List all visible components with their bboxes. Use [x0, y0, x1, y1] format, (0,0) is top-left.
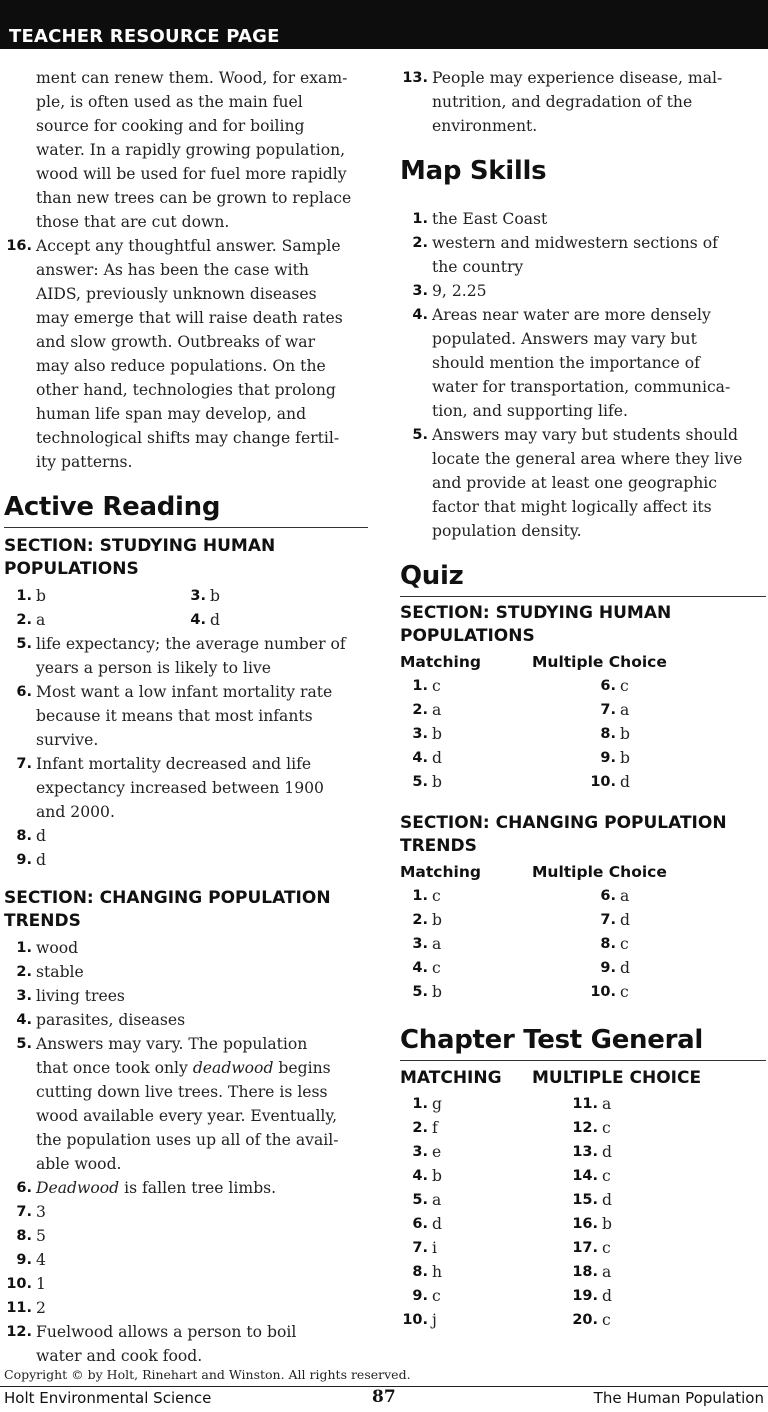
item-number: 6. [600, 678, 616, 694]
answer-text: a [36, 611, 46, 629]
item-number: 2. [412, 235, 428, 251]
answer-text: a [602, 1095, 612, 1113]
item-number: 8. [600, 726, 616, 742]
answer-text: those that are cut down. [36, 213, 230, 231]
item-number: 4. [16, 1012, 32, 1028]
item-number: 8. [412, 1264, 428, 1280]
answer-text: c [602, 1167, 611, 1185]
item-number: 4. [412, 960, 428, 976]
heading-rule [400, 596, 766, 597]
answer-text: a [620, 701, 630, 719]
heading-rule [4, 527, 368, 528]
answer-text: d [432, 1215, 442, 1233]
answer-text: c [432, 887, 441, 905]
item-number: 2. [16, 964, 32, 980]
answer-text: may emerge that will raise death rates [36, 309, 343, 327]
answer-text: f [432, 1119, 438, 1137]
item-number: 5. [412, 774, 428, 790]
item-text: 9, 2.25 [432, 282, 487, 300]
item-number: 8. [16, 1228, 32, 1244]
item-text: tion, and supporting life. [432, 402, 628, 420]
item-text: Answers may vary. The population [36, 1035, 308, 1053]
item-number: 18. [572, 1264, 598, 1280]
item-number: 3. [412, 936, 428, 952]
item-number: 1. [412, 678, 428, 694]
answer-text: d [210, 611, 220, 629]
item-number: 1. [16, 588, 32, 604]
answer-text: b [620, 749, 630, 767]
item-number: 12. [572, 1120, 598, 1136]
answer-text: nutrition, and degradation of the [432, 93, 693, 111]
answer-text: c [620, 983, 629, 1001]
item-number: 7. [412, 1240, 428, 1256]
item-number: 1. [16, 940, 32, 956]
answer-text: technological shifts may change fertil- [36, 429, 340, 447]
item-number: 2. [412, 702, 428, 718]
answer-text: ity patterns. [36, 453, 133, 471]
footer-chapter-title: The Human Population [593, 1389, 764, 1407]
item-number: 1. [412, 1096, 428, 1112]
item-text: d [36, 851, 46, 869]
item-number: 5. [412, 427, 428, 443]
answer-text: b [210, 587, 220, 605]
answer-text: answer: As has been the case with [36, 261, 309, 279]
answer-text: ple, is often used as the main fuel [36, 93, 303, 111]
item-number: 5. [16, 636, 32, 652]
answer-text: c [620, 677, 629, 695]
item-number: 7. [16, 756, 32, 772]
subsection-title: TRENDS [400, 836, 477, 856]
item-number: 20. [572, 1312, 598, 1328]
item-number: 10. [590, 984, 616, 1000]
item-number: 4. [412, 750, 428, 766]
subsection-title: SECTION: CHANGING POPULATION [400, 813, 727, 833]
answer-text: b [432, 983, 442, 1001]
answer-text: h [432, 1263, 443, 1281]
answer-text: c [432, 677, 441, 695]
item-number: 2. [16, 612, 32, 628]
column-label-multiple-choice: Multiple Choice [532, 653, 667, 671]
item-number: 16. [572, 1216, 598, 1232]
answer-text: a [432, 935, 442, 953]
item-text: survive. [36, 731, 99, 749]
answer-text: than new trees can be grown to replace [36, 189, 352, 207]
answer-text: b [602, 1215, 612, 1233]
answer-text: c [602, 1311, 611, 1329]
section-heading-quiz: Quiz [400, 561, 464, 591]
item-text: stable [36, 963, 84, 981]
column-label-matching: Matching [400, 653, 481, 671]
item-number: 9. [16, 852, 32, 868]
item-text: water for transportation, communica- [432, 378, 731, 396]
item-number: 13. [572, 1144, 598, 1160]
subsection-title: POPULATIONS [4, 559, 139, 579]
item-number: 2. [412, 912, 428, 928]
item-number: 7. [600, 912, 616, 928]
answer-text: b [432, 725, 442, 743]
item-text: parasites, diseases [36, 1011, 186, 1029]
item-text: 2 [36, 1299, 46, 1317]
item-number: 6. [412, 1216, 428, 1232]
answer-text: i [432, 1239, 437, 1257]
answer-text: b [432, 1167, 442, 1185]
answer-text: a [602, 1263, 612, 1281]
answer-text: j [432, 1311, 437, 1329]
item-text: expectancy increased between 1900 [36, 779, 324, 797]
item-number: 9. [412, 1288, 428, 1304]
item-number: 4. [190, 612, 206, 628]
item-number: 7. [16, 1204, 32, 1220]
item-text: water and cook food. [36, 1347, 203, 1365]
page-header-title: TEACHER RESOURCE PAGE [9, 26, 280, 47]
answer-text: d [602, 1143, 612, 1161]
answer-text: b [432, 911, 442, 929]
item-text: populated. Answers may vary but [432, 330, 697, 348]
answer-text: c [620, 935, 629, 953]
item-number: 2. [412, 1120, 428, 1136]
answer-text: e [432, 1143, 442, 1161]
item-number: 10. [590, 774, 616, 790]
header-bar [0, 0, 768, 49]
section-heading-chapter-test: Chapter Test General [400, 1025, 703, 1055]
answer-text: environment. [432, 117, 538, 135]
item-number: 14. [572, 1168, 598, 1184]
item-text: western and midwestern sections of [432, 234, 718, 252]
page-number: 87 [372, 1387, 396, 1407]
item-text: that once took only deadwood begins [36, 1059, 331, 1077]
item-text: 4 [36, 1251, 46, 1269]
answer-text: AIDS, previously unknown diseases [36, 285, 317, 303]
item-text: and 2000. [36, 803, 115, 821]
answer-text: g [432, 1095, 442, 1113]
item-text: the population uses up all of the avail- [36, 1131, 339, 1149]
answer-text: b [432, 773, 442, 791]
item-number: 10. [402, 1312, 428, 1328]
section-heading-map-skills: Map Skills [400, 156, 547, 186]
item-text: population density. [432, 522, 582, 540]
item-text: d [36, 827, 46, 845]
item-number: 12. [6, 1324, 32, 1340]
answer-text: may also reduce populations. On the [36, 357, 326, 375]
item-text: 3 [36, 1203, 46, 1221]
answer-text: d [620, 911, 630, 929]
item-number: 6. [16, 1180, 32, 1196]
answer-text: d [602, 1191, 612, 1209]
item-text: Fuelwood allows a person to boil [36, 1323, 297, 1341]
subsection-title: SECTION: STUDYING HUMAN [400, 603, 672, 623]
item-text: and provide at least one geographic [432, 474, 718, 492]
column-label-matching: Matching [400, 863, 481, 881]
answer-text: d [620, 959, 630, 977]
item-number: 8. [600, 936, 616, 952]
item-number: 6. [600, 888, 616, 904]
item-text: Answers may vary but students should [432, 426, 738, 444]
item-text: living trees [36, 987, 125, 1005]
item-number: 3. [190, 588, 206, 604]
item-text: the East Coast [432, 210, 548, 228]
column-label-multiple-choice: Multiple Choice [532, 863, 667, 881]
item-number: 15. [572, 1192, 598, 1208]
footer-book-title: Holt Environmental Science [4, 1389, 212, 1407]
item-number: 16. [6, 238, 32, 254]
item-text: 5 [36, 1227, 46, 1245]
item-number: 11. [6, 1300, 32, 1316]
answer-text: other hand, technologies that prolong [36, 381, 336, 399]
item-number: 3. [412, 283, 428, 299]
item-text: Infant mortality decreased and life [36, 755, 312, 773]
answer-text: c [602, 1239, 611, 1257]
item-number: 8. [16, 828, 32, 844]
answer-text: d [602, 1287, 612, 1305]
answer-text: a [432, 701, 442, 719]
item-text: 1 [36, 1275, 46, 1293]
item-text: years a person is likely to live [36, 659, 272, 677]
item-text: Areas near water are more densely [432, 306, 711, 324]
item-number: 1. [412, 211, 428, 227]
item-number: 3. [412, 726, 428, 742]
answer-text: d [620, 773, 630, 791]
item-text: factor that might logically affect its [432, 498, 712, 516]
item-text: cutting down live trees. There is less [36, 1083, 328, 1101]
answer-text: and slow growth. Outbreaks of war [36, 333, 316, 351]
item-number: 1. [412, 888, 428, 904]
item-text: because it means that most infants [36, 707, 313, 725]
heading-rule [400, 1060, 766, 1061]
column-label-matching: MATCHING [400, 1068, 502, 1088]
section-heading-active-reading: Active Reading [4, 492, 221, 522]
answer-text: human life span may develop, and [36, 405, 307, 423]
answer-text: d [432, 749, 442, 767]
item-number: 9. [16, 1252, 32, 1268]
copyright-notice: Copyright © by Holt, Rinehart and Winston. All rights reserved. [4, 1367, 411, 1382]
item-number: 19. [572, 1288, 598, 1304]
answer-text: Accept any thoughtful answer. Sample [36, 237, 341, 255]
item-number: 3. [16, 988, 32, 1004]
answer-text: source for cooking and for boiling [36, 117, 305, 135]
item-number: 10. [6, 1276, 32, 1292]
answer-text: c [432, 959, 441, 977]
subsection-title: TRENDS [4, 911, 81, 931]
answer-text: a [432, 1191, 442, 1209]
item-number: 9. [600, 960, 616, 976]
item-number: 5. [412, 1192, 428, 1208]
answer-text: ment can renew them. Wood, for exam- [36, 69, 348, 87]
item-number: 4. [412, 1168, 428, 1184]
item-text: wood available every year. Eventually, [36, 1107, 338, 1125]
item-number: 11. [572, 1096, 598, 1112]
item-number: 13. [402, 70, 428, 86]
answer-text: b [36, 587, 46, 605]
answer-text: a [620, 887, 630, 905]
item-text: Most want a low infant mortality rate [36, 683, 333, 701]
answer-text: wood will be used for fuel more rapidly [36, 165, 347, 183]
item-number: 6. [16, 684, 32, 700]
item-number: 9. [600, 750, 616, 766]
item-text: should mention the importance of [432, 354, 700, 372]
item-text: the country [432, 258, 524, 276]
answer-text: c [602, 1119, 611, 1137]
answer-text: c [432, 1287, 441, 1305]
subsection-title: SECTION: CHANGING POPULATION [4, 888, 331, 908]
answer-text: b [620, 725, 630, 743]
item-number: 5. [16, 1036, 32, 1052]
item-text: Deadwood is fallen tree limbs. [36, 1179, 277, 1197]
item-number: 3. [412, 1144, 428, 1160]
item-number: 7. [600, 702, 616, 718]
item-text: locate the general area where they live [432, 450, 743, 468]
answer-text: water. In a rapidly growing population, [36, 141, 346, 159]
column-label-multiple-choice: MULTIPLE CHOICE [532, 1068, 702, 1088]
item-text: able wood. [36, 1155, 122, 1173]
subsection-title: POPULATIONS [400, 626, 535, 646]
subsection-title: SECTION: STUDYING HUMAN [4, 536, 276, 556]
item-text: life expectancy; the average number of [36, 635, 346, 653]
item-number: 17. [572, 1240, 598, 1256]
item-number: 4. [412, 307, 428, 323]
item-text: wood [36, 939, 79, 957]
answer-text: People may experience disease, mal- [432, 69, 723, 87]
item-number: 5. [412, 984, 428, 1000]
